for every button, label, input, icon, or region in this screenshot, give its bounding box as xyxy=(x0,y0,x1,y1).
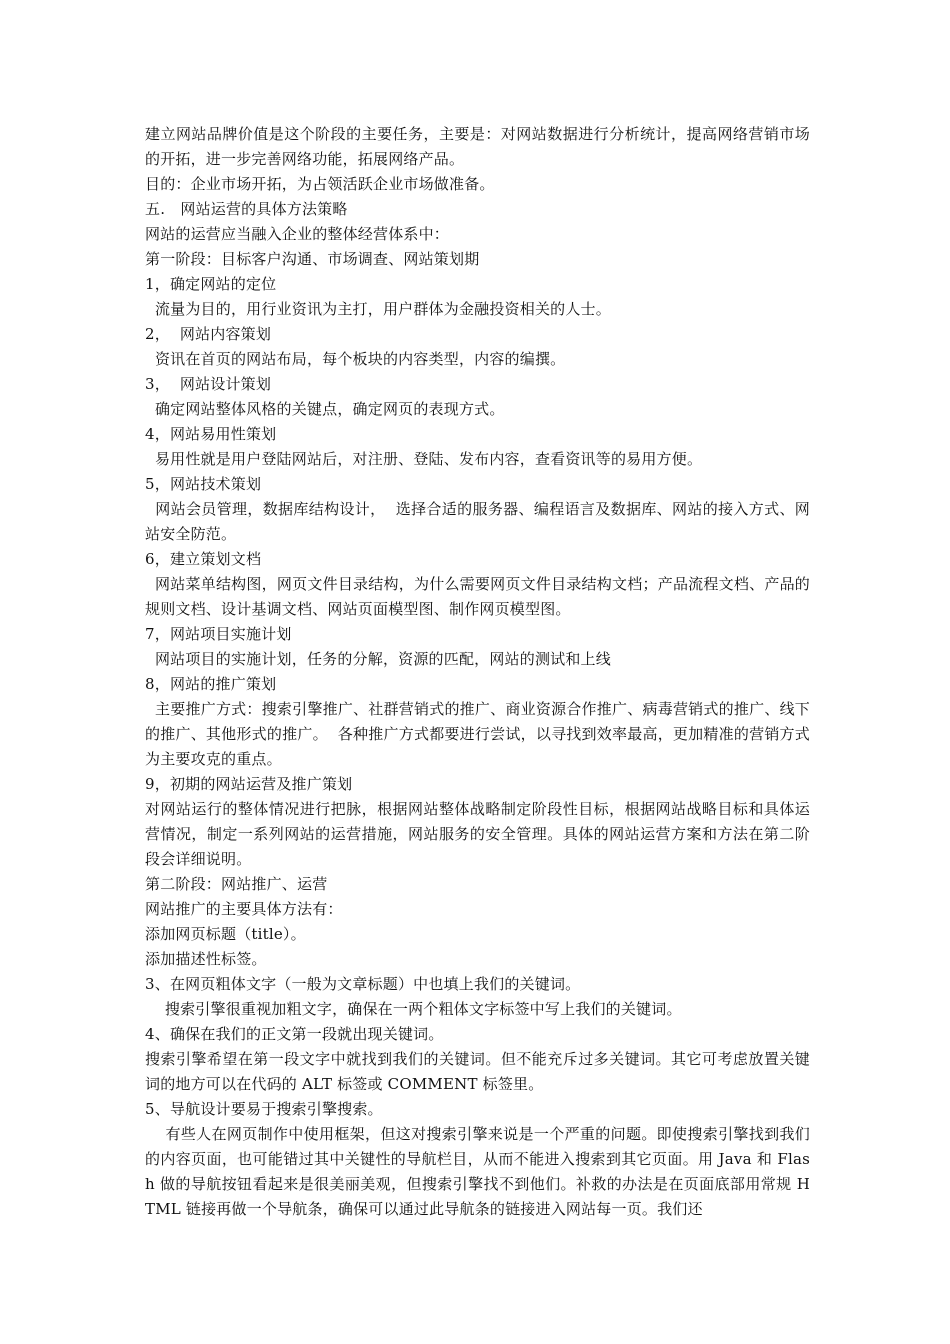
paragraph-1: 建立网站品牌价值是这个阶段的主要任务，主要是：对网站数据进行分析统计，提高网络营销市场的开拓，进一步完善网络功能，拓展网络产品。 xyxy=(145,125,810,168)
item-5-text: 网站会员管理，数据库结构设计， 选择合适的服务器、编程语言及数据库、网站的接入方式、网站安全防范。 xyxy=(145,500,811,543)
section-heading-5: 五. 网站运营的具体方法策略 xyxy=(145,200,348,218)
item-2-heading: 2， 网站内容策划 xyxy=(145,325,272,343)
item-9-text: 对网站运行的整体情况进行把脉，根据网站整体战略制定阶段性目标，根据网站战略目标和具体运营情况，制定一系列网站的运营措施，网站服务的安全管理。具体的网站运营方案和方法在第二阶段会详细说明。 xyxy=(145,800,810,868)
item-5-heading: 5，网站技术策划 xyxy=(145,475,262,493)
stage-2-heading: 第二阶段：网站推广、运营 xyxy=(145,875,328,893)
item-8-text: 主要推广方式：搜索引擎推广、社群营销式的推广、商业资源合作推广、病毒营销式的推广、线下的推广、其他形式的推广。 各种推广方式都要进行尝试，以寻找到效率最高，更加精准的营销方式为主要攻克的重点。 xyxy=(145,700,811,768)
method-5-heading: 5、导航设计要易于搜索引擎搜索。 xyxy=(145,1100,383,1118)
stage-1-heading: 第一阶段：目标客户沟通、市场调查、网站策划期 xyxy=(145,250,480,268)
item-3-text: 确定网站整体风格的关键点，确定网页的表现方式。 xyxy=(145,400,505,418)
item-2-text: 资讯在首页的网站布局，每个板块的内容类型，内容的编撰。 xyxy=(145,350,566,368)
method-title: 添加网页标题（title）。 xyxy=(145,925,306,943)
item-1-heading: 1，确定网站的定位 xyxy=(145,275,277,293)
paragraph-promo-methods: 网站推广的主要具体方法有： xyxy=(145,900,343,918)
item-4-text: 易用性就是用户登陆网站后，对注册、登陆、发布内容，查看资讯等的易用方便。 xyxy=(145,450,703,468)
item-1-text: 流量为目的，用行业资讯为主打，用户群体为金融投资相关的人士。 xyxy=(145,300,611,318)
item-8-heading: 8，网站的推广策划 xyxy=(145,675,277,693)
item-7-heading: 7，网站项目实施计划 xyxy=(145,625,292,643)
method-5-text: 有些人在网页制作中使用框架，但这对搜索引擎来说是一个严重的问题。即使搜索引擎找到我们的内容页面，也可能错过其中关键性的导航栏目，从而不能进入搜索到其它页面。用 Java 和 Flash 做的导航按钮看起来是很美丽美观，但搜索引擎找不到他们。补救的办法是在页面底部用常规 HTML 链接再做一个导航条，确保可以通过此导航条的链接进入网站每一页。我们还 xyxy=(145,1125,811,1218)
item-4-heading: 4，网站易用性策划 xyxy=(145,425,277,443)
method-3-heading: 3、在网页粗体文字（一般为文章标题）中也填上我们的关键词。 xyxy=(145,975,581,993)
paragraph-2: 目的：企业市场开拓，为占领活跃企业市场做准备。 xyxy=(145,175,495,193)
item-3-heading: 3， 网站设计策划 xyxy=(145,375,272,393)
document-body xyxy=(145,122,810,1222)
method-description: 添加描述性标签。 xyxy=(145,950,267,968)
item-9-heading: 9，初期的网站运营及推广策划 xyxy=(145,775,353,793)
item-6-text: 网站菜单结构图，网页文件目录结构，为什么需要网页文件目录结构文档；产品流程文档、产品的规则文档、设计基调文档、网站页面模型图、制作网页模型图。 xyxy=(145,575,811,618)
method-4-text: 搜索引擎希望在第一段文字中就找到我们的关键词。但不能充斥过多关键词。其它可考虑放置关键词的地方可以在代码的 ALT 标签或 COMMENT 标签里。 xyxy=(145,1050,810,1093)
item-7-text: 网站项目的实施计划，任务的分解，资源的匹配，网站的测试和上线 xyxy=(145,650,611,668)
method-3-text: 搜索引擎很重视加粗文字，确保在一两个粗体文字标签中写上我们的关键词。 xyxy=(145,1000,682,1018)
item-6-heading: 6，建立策划文档 xyxy=(145,550,262,568)
paragraph-3: 网站的运营应当融入企业的整体经营体系中： xyxy=(145,225,450,243)
method-4-heading: 4、确保在我们的正文第一段就出现关键词。 xyxy=(145,1025,444,1043)
